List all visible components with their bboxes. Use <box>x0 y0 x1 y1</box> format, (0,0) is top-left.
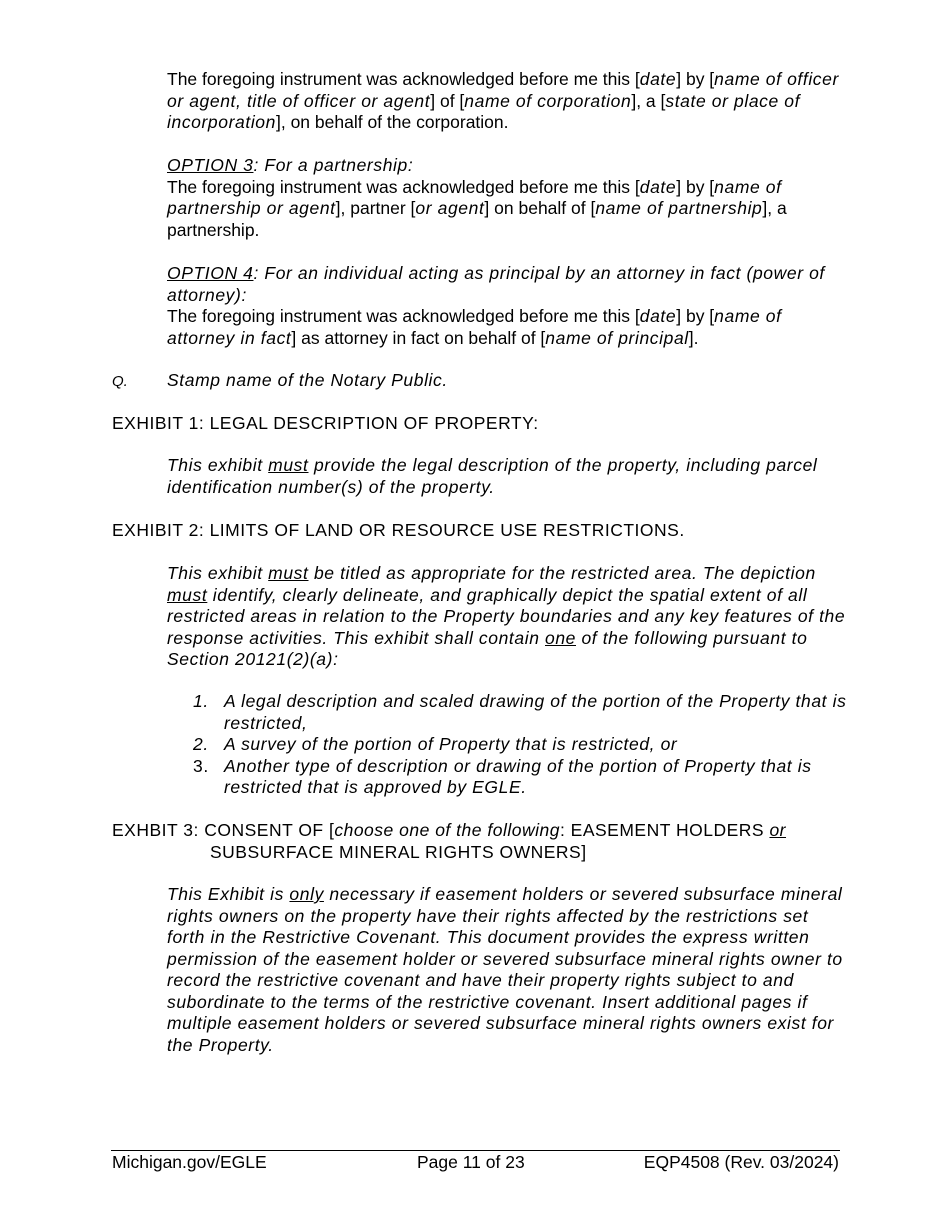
exhibit2-title: EXHIBIT 2: LIMITS OF LAND OR RESOURCE USE RESTRICTIONS. <box>112 520 685 540</box>
exhibit3-description: This Exhibit is only necessary if easement holders or severed subsurface mineral rights owners on the property have their rights affected by the restrictions set forth in the Restrictive Covenant. This document provides the express written permission of the easement holder or severed subsurface mineral rights owner to record the restrictive covenant and have their property rights subject to and subordinate to the terms of the restrictive covenant. Insert additional pages if multiple easement holders or severed subsurface mineral rights owners exist for the Property. <box>167 884 843 1055</box>
footer-divider <box>111 1150 840 1151</box>
option3-acknowledgment: The foregoing instrument was acknowledged before me this [date] by [name of partnership or agent], partner [or agent] on behalf of [name of partnership], a partnership. <box>167 176 787 240</box>
footer-page-number: Page 11 of 23 <box>417 1152 525 1172</box>
exhibit1-description: This exhibit must provide the legal description of the property, including parcel identification number(s) of the property. <box>167 455 818 497</box>
option4-heading: OPTION 4: For an individual acting as principal by an attorney in fact (power of attorney): <box>167 263 825 305</box>
option4-block <box>167 263 847 349</box>
exhibit3-title: EXHBIT 3: CONSENT OF [choose one of the following: EASEMENT HOLDERS or SUBSURFACE MINERAL RIGHTS OWNERS] <box>112 820 787 862</box>
option2-acknowledgment: The foregoing instrument was acknowledged before me this [date] by [name of officer or agent, title of officer or agent] of [name of corporation], a [state or place of incorporation], on behalf of the corporation. <box>167 69 839 132</box>
option3-heading: OPTION 3: For a partnership: <box>167 155 414 175</box>
footer-form-id: EQP4508 (Rev. 03/2024) <box>643 1152 839 1172</box>
item-q-text: Stamp name of the Notary Public. <box>167 370 448 390</box>
item-q-label: Q. <box>112 373 128 390</box>
option3-block <box>167 155 847 241</box>
exhibit2-description: This exhibit must be titled as appropriate for the restricted area. The depiction must identify, clearly delineate, and graphically depict the spatial extent of all restricted areas in relation to the Property boundaries and any key features of the response activities. This exhibit shall contain one of the following pursuant to Section 20121(2)(a): <box>167 563 846 669</box>
exhibit1-title: EXHIBIT 1: LEGAL DESCRIPTION OF PROPERTY: <box>112 413 539 433</box>
list-item: 2. A survey of the portion of Property that is restricted, or <box>193 734 678 754</box>
exhibit2-options-list <box>193 691 853 799</box>
footer-website: Michigan.gov/EGLE <box>112 1152 267 1172</box>
list-item: 3. Another type of description or drawing of the portion of Property that is restricted that is approved by EGLE. <box>193 755 812 797</box>
list-item: 1. A legal description and scaled drawing of the portion of the Property that is restricted, <box>193 691 847 733</box>
option4-acknowledgment: The foregoing instrument was acknowledged before me this [date] by [name of attorney in fact] as attorney in fact on behalf of [name of principal]. <box>167 306 782 348</box>
